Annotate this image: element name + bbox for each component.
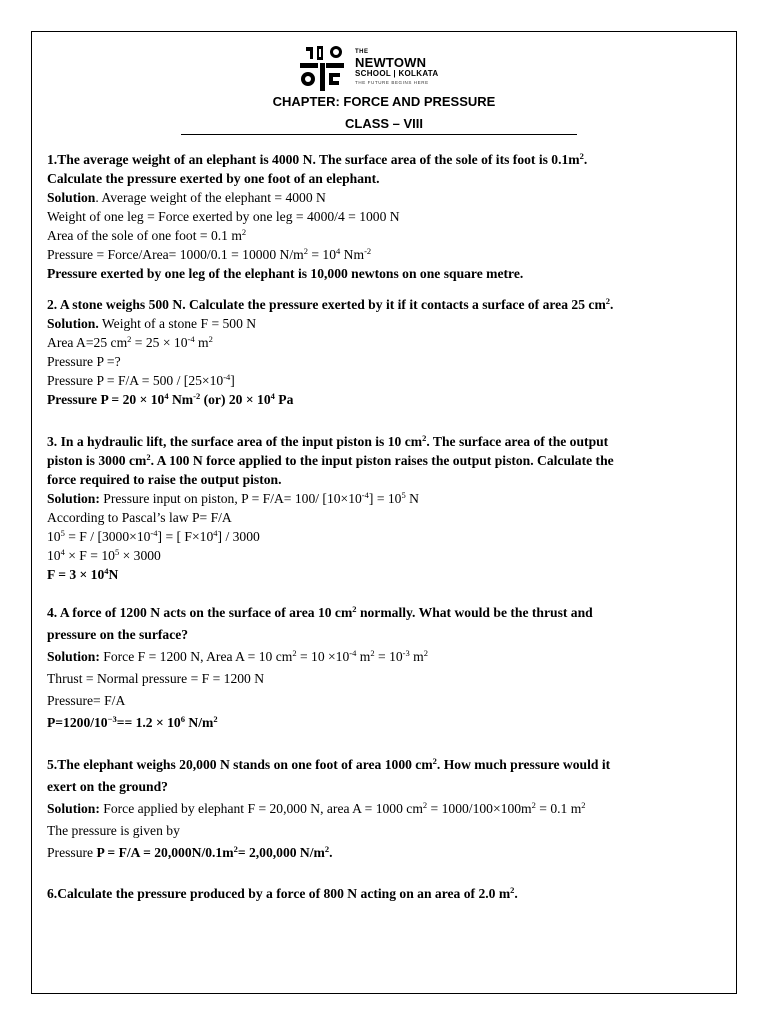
q3-step: $10^4 \times F = 10^5 \times 3000$ <box>47 547 161 563</box>
q3-step: According to Pascal’s law P= F/A <box>47 510 232 525</box>
logo-tagline: THE FUTURE BEGINS HERE <box>355 80 429 85</box>
q4-answer: $P=1200/10^{-3}== 1.2 \times 10^6$ $N/m^2$ <box>47 714 218 730</box>
q5-step: The pressure is given by <box>47 823 180 838</box>
logo-the: THE <box>355 49 369 55</box>
q2-step: Pressure P =? <box>47 354 121 369</box>
q3-text-line2: piston is 3000 $cm^2$. A 100 N force applied to the input piston raises the output piston. Calculate the <box>47 452 614 468</box>
q1-answer: Pressure exerted by one leg of the elephant is 10,000 newtons on one square metre. <box>47 266 524 281</box>
q3-text-line3: force required to raise the output piston. <box>47 472 282 487</box>
document-body <box>47 150 727 903</box>
q1-text-line2: Calculate the pressure exerted by one foot of an elephant. <box>47 171 380 186</box>
question-1 <box>47 150 727 283</box>
q3-step: $10^5 = F / [3000\times 10^{-4}]$ = [ $F\times 10^4] / 3000$ <box>47 528 260 544</box>
logo-name: NEWTOWN <box>355 55 427 70</box>
q5-text-line2: exert on the ground? <box>47 779 168 794</box>
school-logo <box>298 43 468 93</box>
q6-text: 6.Calculate the pressure produced by a force of 800 N acting on an area of 2.0 $m^2$. <box>47 885 518 901</box>
question-6 <box>47 884 727 903</box>
chapter-title: CHAPTER: FORCE AND PRESSURE <box>272 94 496 109</box>
q2-solution: Solution. Weight of a stone F = 500 N <box>47 316 257 331</box>
q1-step: Pressure = Force/Area= 1000/0.1 = 10000 $N/m^2 = 10^4$ $Nm^{-2}$ <box>47 246 372 262</box>
school-emblem-icon <box>298 43 348 93</box>
q2-step: Area A=25 $cm^2 = 25 \times 10^{-4}$ $m^2$ <box>47 334 213 350</box>
logo-wordmark <box>355 49 438 86</box>
logo-school: SCHOOL | KOLKATA <box>355 69 439 78</box>
q2-answer: Pressure $P = 20 \times 10^4$ $Nm^{-2}$ (or) $20 \times 10^4$ Pa <box>47 391 294 407</box>
q1-text-line1: 1.The average weight of an elephant is 4000 N. The surface area of the sole of its foot is $0.1m^2$. <box>47 151 588 167</box>
title-underline <box>181 134 577 135</box>
q1-step: Area of the sole of one foot = 0.1 $m^2$ <box>47 227 247 243</box>
q4-text-line2: pressure on the surface? <box>47 627 189 642</box>
q4-text-line1: 4. A force of 1200 N acts on the surface of area 10 $cm^2$ normally. What would be the thrust and <box>47 604 593 620</box>
question-4 <box>47 602 727 734</box>
q4-step: Thrust = Normal pressure = F = 1200 N <box>47 671 265 686</box>
q4-step: Pressure= F/A <box>47 693 126 708</box>
question-3 <box>47 432 727 584</box>
q1-step: Weight of one leg = Force exerted by one leg = 4000/4 = 1000 N <box>47 209 400 224</box>
q5-solution: Solution: Force applied by elephant F = 20,000 N, area A = 1000 $cm^2 = 1000/100\times 100m^2 = 0.1$ $m^2$ <box>47 800 586 816</box>
q1-solution: Solution. Average weight of the elephant = 4000 N <box>47 190 326 205</box>
class-title: CLASS – VIII <box>344 116 424 131</box>
q2-step: Pressure $P = F/A = 500 / [25\times 10^{-4}]$ <box>47 372 235 388</box>
q2-text: 2. A stone weighs 500 N. Calculate the pressure exerted by it if it contacts a surface of area 25 $cm^2$. <box>47 296 614 312</box>
question-2 <box>47 295 727 409</box>
q3-text-line1: 3. In a hydraulic lift, the surface area of the input piston is 10 $cm^2$. The surface area of the output <box>47 433 609 449</box>
q3-solution: Solution: Pressure input on piston, P = F/A= 100/ $[10\times 10^{-4}] = 10^5$ N <box>47 490 419 506</box>
q5-answer: Pressure $P = F/A = 20,000N/0.1m^2= 2,00,000$ $N/m^2$. <box>47 844 333 860</box>
question-5 <box>47 754 727 864</box>
q4-solution: Solution: Force F = 1200 N, Area A = 10 $cm^2 = 10 \times 10^{-4}$ $m^2 = 10^{-3}$ $m^2$ <box>47 648 428 664</box>
q5-text-line1: 5.The elephant weighs 20,000 N stands on one foot of area 1000 $cm^2$. How much pressure would it <box>47 756 611 772</box>
q3-answer: $F = 3 \times 10^4N$ <box>47 566 119 582</box>
